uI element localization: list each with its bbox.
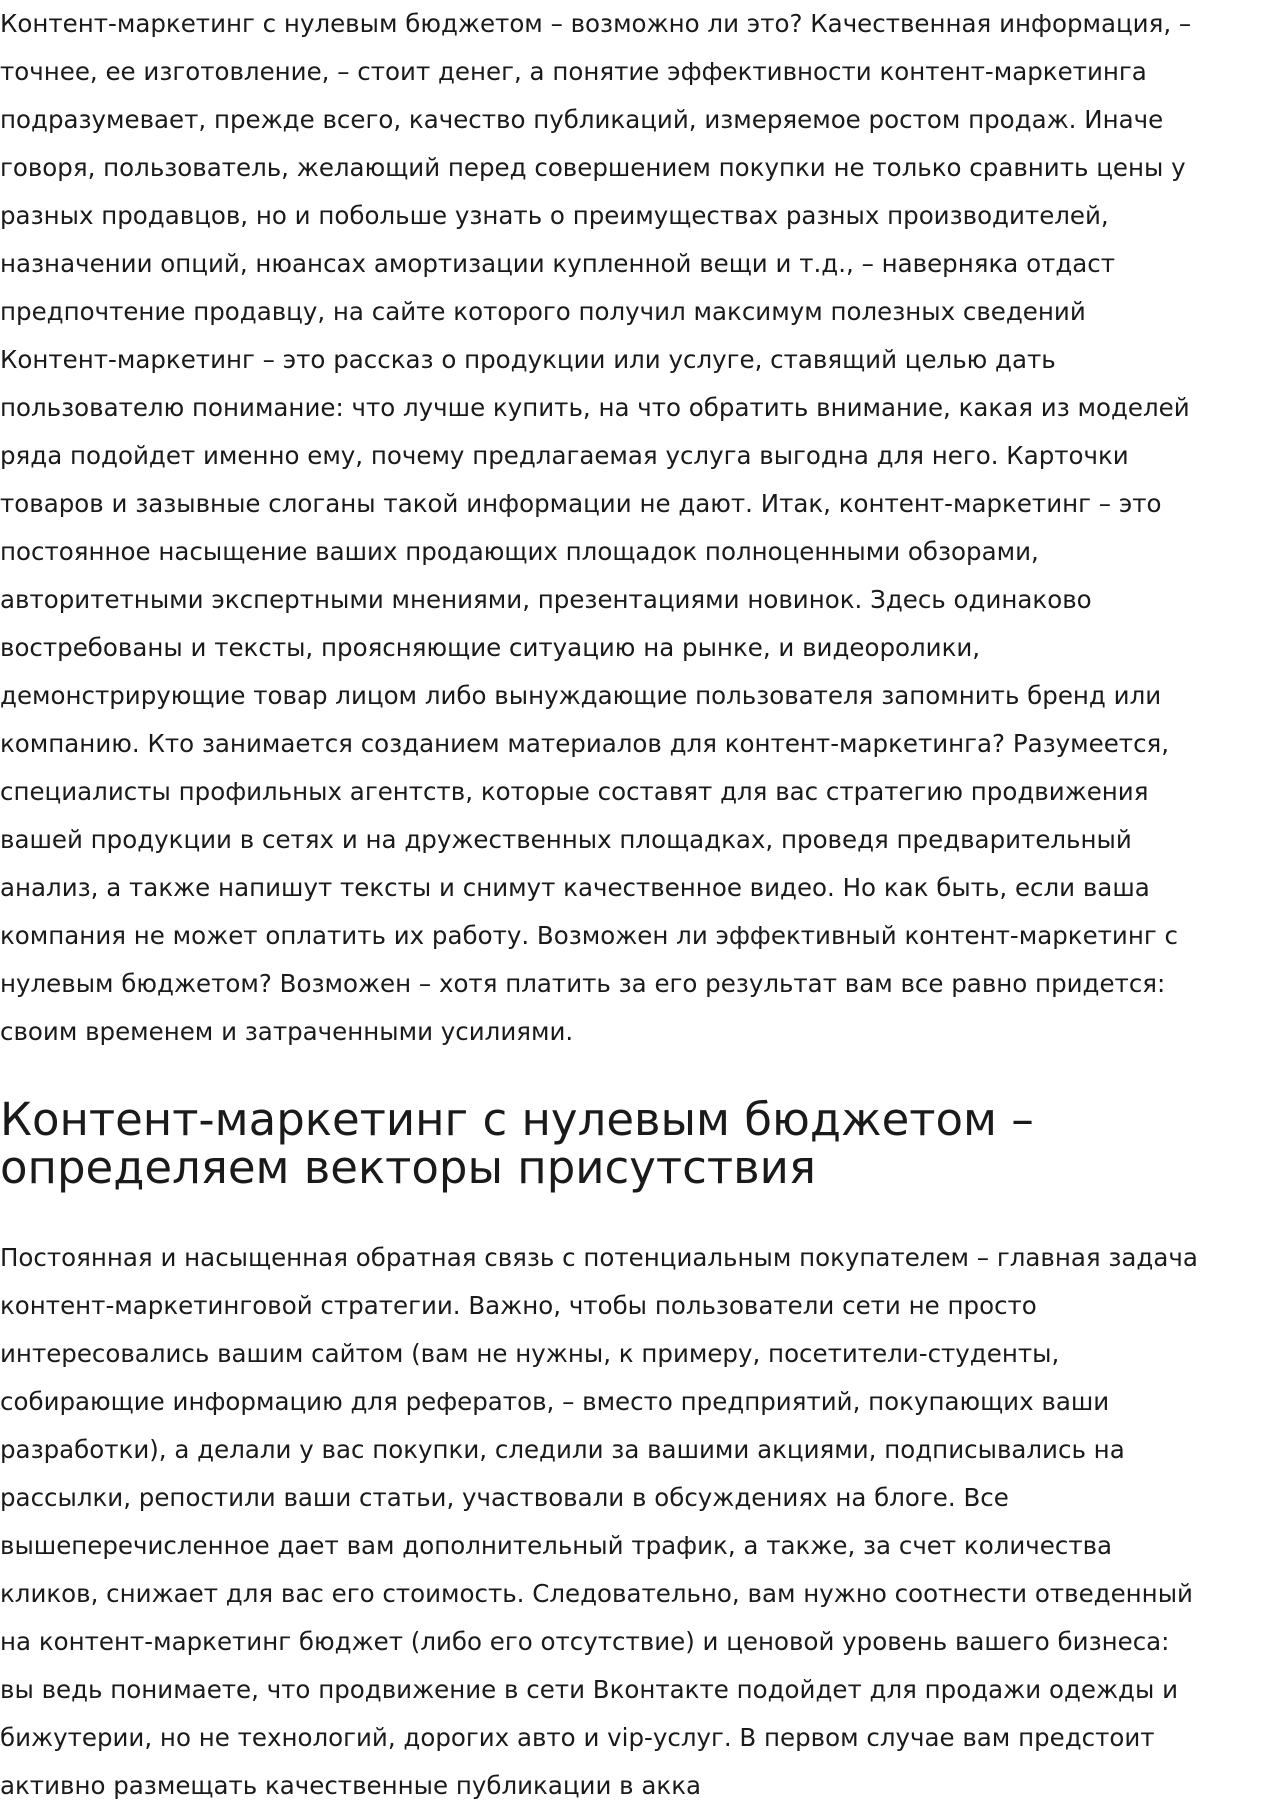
text-line: предпочтение продавцу, на сайте которого получил максимум полезных сведений xyxy=(0,297,1086,326)
section-paragraph xyxy=(0,1234,1198,1810)
text-line: специалисты профильных агентств, которые составят для вас стратегию продвижения xyxy=(0,777,1149,806)
text-line: говоря, пользователь, желающий перед совершением покупки не только сравнить цены у xyxy=(0,153,1186,182)
text-line: рассылки, репостили ваши статьи, участвовали в обсуждениях на блоге. Все xyxy=(0,1483,1009,1512)
text-line: вашей продукции в сетях и на дружественных площадках, проведя предварительный xyxy=(0,825,1132,854)
text-line: вышеперечисленное дает вам дополнительный трафик, а также, за счет количества xyxy=(0,1531,1113,1560)
text-line: разных продавцов, но и побольше узнать о преимуществах разных производителей, xyxy=(0,201,1109,230)
text-line: нулевым бюджетом? Возможен – хотя платить за его результат вам все равно придется: xyxy=(0,969,1166,998)
text-line: Постоянная и насыщенная обратная связь с потенциальным покупателем – главная задача xyxy=(0,1243,1198,1272)
text-line: точнее, ее изготовление, – стоит денег, а понятие эффективности контент-маркетинга xyxy=(0,57,1147,86)
text-line: демонстрирующие товар лицом либо вынуждающие пользователя запомнить бренд или xyxy=(0,681,1162,710)
text-line: постоянное насыщение ваших продающих площадок полноценными обзорами, xyxy=(0,537,1039,566)
heading-line: Контент-маркетинг с нулевым бюджетом – xyxy=(0,1093,1034,1146)
heading-line: определяем векторы присутствия xyxy=(0,1141,816,1194)
text-line: пользователю понимание: что лучше купить, на что обратить внимание, какая из моделей xyxy=(0,393,1190,422)
text-line: Контент-маркетинг с нулевым бюджетом – возможно ли это? Качественная информация, – xyxy=(0,9,1192,38)
text-line: востребованы и тексты, проясняющие ситуацию на рынке, и видеоролики, xyxy=(0,633,981,662)
text-line: компанию. Кто занимается созданием материалов для контент-маркетинга? Разумеется, xyxy=(0,729,1170,758)
text-line: интересовались вашим сайтом (вам не нужны, к примеру, посетители-студенты, xyxy=(0,1339,1060,1368)
text-line: бижутерии, но не технологий, дорогих авто и vip-услуг. В первом случае вам предстоит xyxy=(0,1723,1155,1752)
text-line: на контент-маркетинг бюджет (либо его отсутствие) и ценовой уровень вашего бизнеса: xyxy=(0,1627,1170,1656)
text-line: вы ведь понимаете, что продвижение в сети Вконтакте подойдет для продажи одежды и xyxy=(0,1675,1179,1704)
text-line: анализ, а также напишут тексты и снимут качественное видео. Но как быть, если ваша xyxy=(0,873,1150,902)
text-line: авторитетными экспертными мнениями, презентациями новинок. Здесь одинаково xyxy=(0,585,1092,614)
text-line: активно размещать качественные публикации в акка xyxy=(0,1771,702,1800)
text-line: кликов, снижает для вас его стоимость. Следовательно, вам нужно соотнести отведенный xyxy=(0,1579,1193,1608)
text-line: ряда подойдет именно ему, почему предлагаемая услуга выгодна для него. Карточки xyxy=(0,441,1129,470)
text-line: своим временем и затраченными усилиями. xyxy=(0,1017,574,1046)
text-line: Контент-маркетинг – это рассказ о продукции или услуге, ставящий целью дать xyxy=(0,345,1056,374)
text-line: компания не может оплатить их работу. Возможен ли эффективный контент-маркетинг с xyxy=(0,921,1178,950)
text-line: назначении опций, нюансах амортизации купленной вещи и т.д., – наверняка отдаст xyxy=(0,249,1116,278)
text-line: разработки), а делали у вас покупки, следили за вашими акциями, подписывались на xyxy=(0,1435,1125,1464)
text-line: собирающие информацию для рефератов, – вместо предприятий, покупающих ваши xyxy=(0,1387,1110,1416)
section-heading xyxy=(0,1093,1034,1194)
text-line: контент-маркетинговой стратегии. Важно, чтобы пользователи сети не просто xyxy=(0,1291,1037,1320)
text-line: подразумевает, прежде всего, качество публикаций, измеряемое ростом продаж. Иначе xyxy=(0,105,1164,134)
text-line: товаров и зазывные слоганы такой информации не дают. Итак, контент-маркетинг – это xyxy=(0,489,1162,518)
